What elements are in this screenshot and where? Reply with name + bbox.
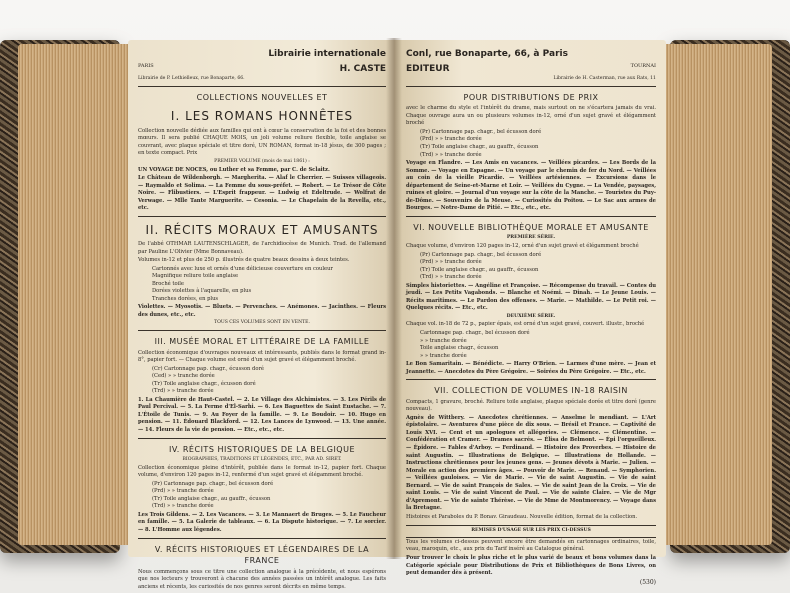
left-castle: H. CASTE xyxy=(339,64,386,75)
right-header: Conl, rue Bonaparte, 66, à Paris xyxy=(406,49,568,59)
section-musee: III. MUSÉE MORAL ET LITTÉRAIRE DE LA FAMILLE xyxy=(154,337,370,347)
right-editeur: EDITEUR xyxy=(406,64,450,75)
section-belgique: IV. RÉCITS HISTORIQUES DE LA BELGIQUE xyxy=(168,444,356,454)
left-header: Librairie internationale xyxy=(268,49,386,59)
section-in18-raisin: VII. COLLECTION DE VOLUMES IN-18 RAISIN xyxy=(434,386,628,396)
remises-title: REMISES D'USAGE SUR LES PRIX CI-DESSUS xyxy=(471,528,591,534)
page-edges-left xyxy=(18,44,130,545)
left-page: Librairie internationale PARIS H. CASTE Librairie de P. Lethielleux, rue Bonaparte, 66. COLLECTIONS NOUVELLES ET I. LES ROMANS HONNÊTES Collection nouvelle dédiée aux familles qui ont à cœur la conservation de la foi et des bonnes mœurs. Il sera publié CHAQUE MOIS, un joli volume reliure flexible, toile anglaise se couvrant, avec plaque spéciale et titre doré, UN ROMAN, format in-18 jésus, de 300 pages ; en texte compact. Prix PREMIER VOLUME (mois de mai 1861) : UN VOYAGE DE NOCES, ou Luther et sa Femme, par C. de Sclaitz. Le Château de Wildenborgh. — Margherita. — Alaf le Cherrier. — Suisses villageois. — Raymaldo et Solima. — La Femme du sous-préfet. — Robert. — Le Trésor de Côte Noire. — Flibustiers. — L'Esprit frappeur. — Ludwig et Edeltrude. — Wolfrat de Verwage. — Mlle Tante Marguerite. — Cesonia. — Le Chapelain de la Revella, etc., etc. II. RÉCITS MORAUX ET AMUSANTS De l'abbé OTHMAR LAUTENSCHLAGER, de l'archidiocèse de Munich. Trad. de l'allemand par Pauline L'Olivier (Mme Bonnaveau). Volumes in-12 et plus de 250 p. illustrés de quatre beaux dessins à deux teintes. Cartonnés avec luxe et ornés d'une délicieuse couverture en couleur Magnifique reliure toile anglaise Broché toile Dorées violettes à l'aquarelle, en plus Tranches dorées, en plus Violettes. — Myosotis. — Bluets. — Pervenches. — Anémones. — Jacinthes. — Fleurs des dunes, etc., etc. TOUS CES VOLUMES SONT EN VENTE. III. MUSÉE MORAL ET LITTÉRAIRE DE LA FAMILLE Collection économique d'ouvrages nouveaux et intéressants, publiés dans le format grand in-8°, papier fort. — Chaque volume est orné d'un sujet gravé et élégamment broché. (Cr) Cartonnage pap. chagr., écusson doré (Ced) » » tranche dorée (Tr) Toile anglaise chagr., écusson doré (Trd) » » tranche dorée 1. La Chaumière de Haut-Castel. — 2. Le Village des Alchimistes. — 3. Les Périls de Paul Percival. — 5. La Ferme d'El-Sarhi. — 6. Les Baguettes de Saint Eustache. — 7. L'Étoile de Tunis. — 9. Au Foyer de la famille. — 9. Le Boudoir. — 10. Hugo en pension. — 11. Édouard Blackford. — 12. Les Lances de Lynwood. — 13. Une année. — 14. Fleurs de la vie de pension. — Etc., etc., etc. IV. RÉCITS HISTORIQUES DE LA BELGIQUE BIOGRAPHIES, TRADITIONS ET LÉGENDES, ETC., PAR AD. SIRET. Collection économique pleine d'intérêt, publiée dans le format in-12, papier fort. Chaque volume, d'environ 120 pages in-12, renfermé d'un sujet gravé et élégamment broché. (Pr) Cartonnage pap. chagr., bel écusson doré (Prd) » » tranche dorée (Tr) Toile anglaise chagr., au gauffr., écusson (Trd) » » tranche dorée Les Trois Gildens. — 2. Les Vacances. — 3. Le Mannaert de Bruges. — 5. Le Faucheur en famille. — 5. La Galerie de tableaux. — 6. La Dispute historique. — 7. Le sorcier. — 8. L'Homme aux légendes. V. RÉCITS HISTORIQUES ET LÉGENDAIRES DE LA FRANCE Nous commençons sous ce titre une collection analogue à la précédente, et nous espérons que nos lecteurs y trouveront à chacune des années passées un intérêt analogue. Les faits anciens et récents, les curiosités de nos genres seront décrits en même temps. xyxy=(128,40,394,557)
section-romans: I. LES ROMANS HONNÊTES xyxy=(170,109,354,124)
right-main-title: POUR DISTRIBUTIONS DE PRIX xyxy=(463,92,599,102)
left-city: PARIS xyxy=(138,63,154,70)
left-main-title: COLLECTIONS NOUVELLES ET xyxy=(196,92,328,102)
page-number: (530) xyxy=(639,578,656,586)
left-address: Librairie de P. Lethielleux, rue Bonaparte, 66. xyxy=(138,76,245,82)
section-nouvelle-bibliotheque: VI. NOUVELLE BIBLIOTHÈQUE MORALE ET AMUSANTE xyxy=(413,222,649,232)
section-recits-moraux: II. RÉCITS MORAUX ET AMUSANTS xyxy=(145,222,379,237)
book-gutter xyxy=(386,38,402,559)
right-page: Conl, rue Bonaparte, 66, à Paris EDITEUR TOURNAI Librairie de H. Casterman, rue aux Rats, 11 POUR DISTRIBUTIONS DE PRIX avec le charme du style et l'intérêt du drame, mais surtout on ne s'écartera jamais du vrai. Chaque ouvrage aura un ou plusieurs volumes in-12, orné d'un sujet gravé et élégamment broché (Pr) Cartonnage pap. chagr., bel écusson doré (Prd) » » tranche dorée (Tr) Toile anglaise chagr., au gauffr., écusson (Trd) » » tranche dorée Voyage en Flandre. — Les Amis en vacances. — Veillées picardes. — Les Bords de la Somme. — Voyage en Espagne. — Un voyage par le chemin de fer du Nord. — Veillées au coin de la vieille Picardie. — Veillées artésiennes. — Excursions dans le département de Seine-et-Marne et Loir. — Veillées du Cygne. — La Vendée, paysages, ruines et gloire. — Journal d'un voyage sur la côte de la Manche. — Touristes du Puy-de-Dôme. — Souvenirs de la Meuse. — Curiosités du Poitou. — Le Sac aux armes de Bourges. — Notre-Dame de Pitié. — Etc., etc., etc. VI. NOUVELLE BIBLIOTHÈQUE MORALE ET AMUSANTE PREMIÈRE SÉRIE. Chaque volume, d'environ 120 pages in-12, orné d'un sujet gravé et élégamment broché (Pr) Cartonnage pap. chagr., bel écusson doré (Prd) » » tranche dorée (Tr) Toile anglaise chagr., au gauffr., écusson (Trd) » » tranche dorée Simples historiettes. — Angéline et Françoise. — Récompense du travail. — Contes du jeudi. — Les Petits Vagabonds. — Blanche et Noémi. — Dinah. — Le Jeune Louis. — Récits maritimes. — Le Pardon des offenses. — Marie. — Mathilde. — Le Petit roi. — Quelques récits. — Etc., etc. DEUXIÈME SÉRIE. Chaque vol. in-18 de 72 p., papier épais, est orné d'un sujet gravé, couvert. illustr., broché Cartonnage pap. chagr., bel écusson doré » » tranche dorée Toile anglaise chagr., écusson » » tranche dorée Le Bon Samaritain. — Bénédicte. — Harry O'Brien. — Larmes d'une mère. — Jean et Jeannette. — Anecdotes du Père Grégoire. — Soirées du Père Grégoire. — Etc., etc. VII. COLLECTION DE VOLUMES IN-18 RAISIN Compacts, 1 gravure, broché. Reliure toile anglaise, plaque spéciale dorée et titre doré (genre nouveau). Agnès de Wittbery. — Anecdotes chrétiennes. — Anselme le mendiant. — L'Art épistolaire. — Aventures d'une pièce de dix sous. — Brésil et France. — Captivité de Louis XVI. — Cent et un apologues et allégories. — Clémence. — Clémentine. — Confédération et Cramer. — Drames sacrés. — Élisa de Belmont. — Épi l'orgueilleux. — Épidore. — Fables d'Arboy. — Ferdinand. — Histoire des Proverbes. — Histoire de saint Augustin. — Illustrations de Belgique. — Illustrations de Hollande. — Instructions chrétiennes pour les jeunes gens. — Jeunes dévots à Marie. — Julien. — Morale en action des premiers âges. — Pouvoir de Marie. — Renaud. — Symphorien. — Veillées gauloises. — Vie de Marie. — Vie de saint Augustin. — Vie de saint Bernard. — Vie de saint François de Sales. — Vie de saint Jean de la Croix. — Vie de saint Louis. — Vie de saint Vincent de Paul. — Vie de sainte Claire. — Vie de Mgr d'Apremont. — Vie de sainte Thérèse. — Vie de Mme de Montmorency. — Voyage dans la Bretagne. Histoires et Paraboles du P. Bonav. Giraudeau. Nouvelle édition, format de la collection. REMISES D'USAGE SUR LES PRIX CI-DESSUS Tous les volumes ci-dessus peuvent encore être demandés en cartonnages ordinaires, toile, veau, maroquin, etc., aux prix du Tarif inséré au Catalogue général. Pour trouver le choix le plus riche et le plus varié de beaux et bons volumes dans la Catégorie spéciale pour Distributions de Prix et Bibliothèques de Bons Livres, on peut demander dès à présent. (530) xyxy=(394,40,666,557)
page-edges-right xyxy=(660,44,772,545)
section-france: V. RÉCITS HISTORIQUES ET LÉGENDAIRES DE LA FRANCE xyxy=(154,544,370,566)
right-city: TOURNAI xyxy=(630,63,656,70)
right-address: Librairie de H. Casterman, rue aux Rats, 11 xyxy=(553,76,656,82)
